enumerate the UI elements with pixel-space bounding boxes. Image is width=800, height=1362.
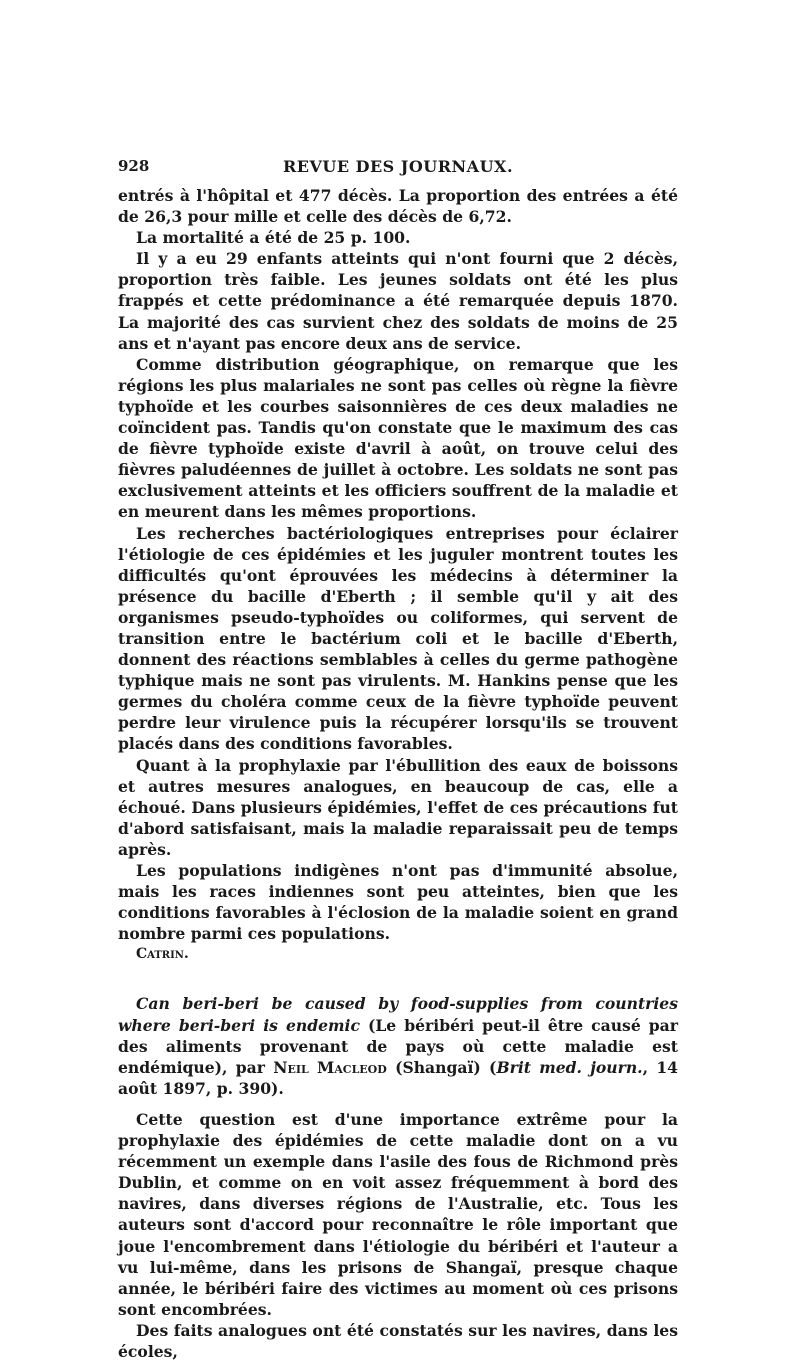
paragraph: Il y a eu 29 enfants atteints qui n'ont fourni que 2 décès, proportion très faible. Les jeunes soldats ont été les plus frappés et cette prédominance a été remarquée depuis 1870. La majorité des cas survient chez des soldats de moins de 25 ans et n'ayant pas encore deux ans de service. <box>118 249 678 353</box>
section-gap <box>118 965 678 993</box>
paragraph: Des faits analogues ont été constatés sur les navires, dans les écoles, <box>118 1320 678 1361</box>
article-date: , 14 août 1897, p. 390). <box>118 1057 679 1098</box>
page-number: 928 <box>118 157 150 175</box>
author-signature: Catrin. <box>136 946 189 963</box>
paragraph: Les recherches bactériologiques entreprises pour éclairer l'étiologie de ces épidémies et les juguler montrent toutes les difficultés qu'ont éprouvées les médecins à déterminer la présence du bacille d'Eberth ; il semble qu'il y ait des organismes pseudo-typhoïdes ou coliformes, qui servent de transition entre le bactérium coli et le bacille d'Eberth, donnent des réactions semblables à celles du germe pathogène typhique mais ne sont pas virulents. M. Hankins pense que les germes du choléra comme ceux de la fièvre typhoïde peuvent perdre leur virulence puis la récupérer lorsqu'ils se trouvent placés dans des conditions favorables. <box>118 523 678 754</box>
article-location: (Shangaï) ( <box>386 1057 497 1077</box>
paragraph: entrés à l'hôpital et 477 décès. La proportion des entrées a été de 26,3 pour mille et celle des décès de 6,72. <box>118 186 678 227</box>
page-body <box>118 185 678 1362</box>
paragraph: Comme distribution géographique, on remarque que les régions les plus malariales ne sont pas celles où règne la fièvre typhoïde et les courbes saisonnières de ces deux maladies ne coïncident pas. Tandis qu'on constate que le maximum des cas de fièvre typhoïde existe d'avril à août, on trouve celui des fièvres paludéennes de juillet à octobre. Les soldats ne sont pas exclusivement atteints et les officiers souffrent de la maladie et en meurent dans les mêmes proportions. <box>118 354 678 522</box>
section-gap <box>118 1099 678 1109</box>
paragraph: Cette question est d'une importance extrême pour la prophylaxie des épidémies de cette maladie dont on a vu récemment un exemple dans l'asile des fous de Richmond près Dublin, et comme on en voit assez fréquemment à bord des navires, dans diverses régions de l'Australie, etc. Tous les auteurs sont d'accord pour reconnaître le rôle important que joue l'encombrement dans l'étiologie du béribéri et l'auteur a vu lui-même, dans les prisons de Shangaï, presque chaque année, le béribéri faire des victimes au moment où ces prisons sont encombrées. <box>118 1109 678 1319</box>
article-title-fr: (Le béribéri peut-il être causé par des aliments provenant de pays où cette maladie est endémique), par <box>118 1015 678 1077</box>
paragraph: Les populations indigènes n'ont pas d'immunité absolue, mais les races indiennes sont peu atteintes, bien que les conditions favorables à l'éclosion de la maladie soient en grand nombre parmi ces populations. <box>118 861 678 944</box>
article-author: Neil Macleod <box>273 1057 387 1077</box>
article-heading <box>118 993 678 1098</box>
paragraph: La mortalité a été de 25 p. 100. <box>136 228 411 248</box>
paragraph: Quant à la prophylaxie par l'ébullition des eaux de boissons et autres mesures analogues, en beaucoup de cas, elle a échoué. Dans plusieurs épidémies, l'effet de ces précautions fut d'abord satisfaisant, mais la maladie reparaissait peu de temps après. <box>118 755 678 859</box>
article-title-en: Can beri-beri be caused by food-supplies from countries where beri-beri is endemic <box>118 994 678 1035</box>
running-header <box>118 157 678 181</box>
running-title: REVUE DES JOURNAUX. <box>282 157 514 176</box>
article-journal: Brit med. journ. <box>496 1057 643 1077</box>
